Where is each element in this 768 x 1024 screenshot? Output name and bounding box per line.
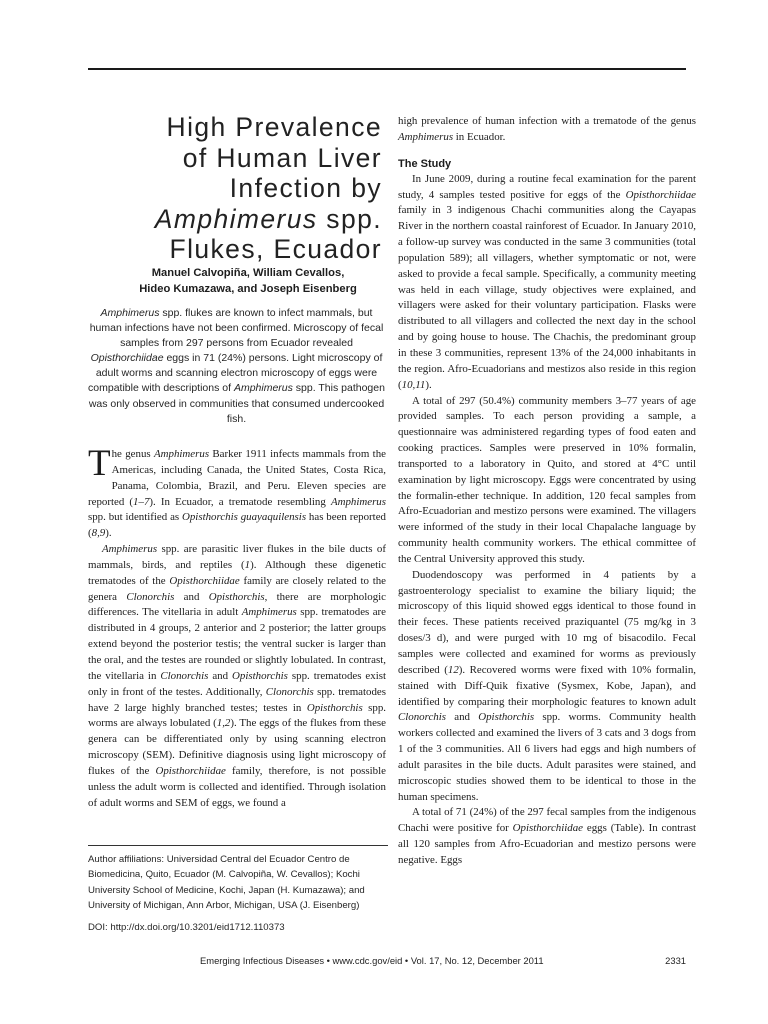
- text-run: Opisthorchis guayaquilensis: [182, 511, 307, 524]
- title-line: High Prevalence: [166, 112, 382, 142]
- text-run: Barker 1911 infects mammals from the Americas, including Canada, the United States, Costa Rica, Panama, Colombia, Brazil, and Peru. Eleven species are reported (: [88, 448, 386, 508]
- text-run: Clonorchis: [265, 685, 314, 698]
- abstract-segment: Amphimerus: [233, 382, 293, 395]
- article-title: [110, 112, 382, 265]
- text-run: spp. trematodes exist only in front of the testes. Additionally,: [88, 669, 387, 698]
- text-run: Opisthorchis: [306, 701, 363, 714]
- abstract-segment: Amphimerus: [100, 307, 160, 319]
- text-run: ). The eggs of the flukes from these genera can be differentiated only by using scanning electron microscopy (SEM). Definitive diagnosis using light microscopy of flukes of the: [88, 717, 386, 777]
- text-run: Opisthorchiidae: [625, 188, 696, 201]
- text-run: high prevalence of human infection with a trematode of the genus: [398, 115, 696, 127]
- text-run: family are closely related to the genera: [88, 574, 387, 603]
- text-run: Clonorchis: [160, 669, 209, 682]
- study-column: [398, 114, 696, 869]
- text-run: Opisthorchiidae: [155, 764, 226, 777]
- abstract-segment: eggs in 71 (24%) persons. Light microscopy of adult worms and scanning electron microscopy of eggs were compatible with descriptions of: [88, 352, 383, 395]
- text-run: in Ecuador.: [453, 130, 506, 143]
- intro-paragraph-2: [88, 542, 386, 811]
- text-run: Amphimerus: [398, 130, 454, 143]
- abstract: [88, 306, 385, 427]
- text-run: Opisthorchiidae: [512, 822, 584, 835]
- text-run: Opisthorchis: [208, 590, 265, 603]
- text-run: and: [446, 711, 479, 724]
- text-run: spp. are parasitic liver flukes in the bile ducts of mammals, birds, and reptiles (: [88, 543, 386, 571]
- text-run: Amphimerus: [330, 495, 386, 508]
- introduction-column: [88, 443, 387, 811]
- text-run: Opisthorchis: [232, 669, 288, 682]
- text-run: spp. worms are always lobulated (: [88, 701, 387, 730]
- page-footer: [88, 953, 686, 969]
- text-run: Amphimerus: [241, 606, 297, 619]
- title-genus: Amphimerus: [154, 203, 318, 234]
- top-rule: [88, 68, 686, 70]
- author-affiliations: Author affiliations: Universidad Central del Ecuador Centro de Biomedicina, Quito, Ecuador (M. Calvopiña, W. Cevallos); Kochi University School of Medicine, Kochi, Japan (H. Kumazawa); and University of Michigan, Ann Arbor, Michigan, USA (J. Eisenberg): [88, 854, 365, 911]
- study-paragraph-2: A total of 297 (50.4%) community members 3–77 years of age provided samples. To each person providing a sample, a questionnaire was administered regarding types of food eaten and cooking practices. Samples were preserved in 10% formalin, transported to a laboratory in Quito, and stored at 4°C until examination by light microscopy. Eggs were concentrated by using the formalin-ether technique. In addition, 120 fecal samples from Afro-Ecuadorian and mestizo persons were examined. The villagers were informed of the study in their local Chapalache language by community health community workers. The ethical committee of the Central University approved this study.: [398, 394, 696, 565]
- section-heading-study: The Study: [398, 157, 452, 170]
- text-run: Amphimerus: [102, 543, 158, 556]
- study-paragraph-3: [398, 568, 696, 806]
- author-list: [112, 266, 384, 298]
- text-run: Clonorchis: [398, 711, 447, 724]
- text-run: ).: [425, 378, 432, 391]
- text-run: family, therefore, is not possible unless the adult worm is collected and identified. Through isolation of adult worms and SEM of eggs, we found a: [88, 764, 386, 809]
- abstract-segment: spp. flukes are known to infect mammals, but human infections have not been confirmed. Microscopy of fecal samples from 297 persons from Ecuador revealed: [89, 307, 384, 350]
- text-run: Amphimerus: [154, 448, 210, 460]
- text-run: A total of 71 (24%) of the 297 fecal samples from the indigenous Chachi were positive for: [398, 806, 696, 835]
- text-run: spp. but identified as: [88, 511, 182, 524]
- text-run: , there are morphologic differences. The vitellaria in adult: [88, 590, 387, 619]
- text-run: ).: [105, 527, 112, 540]
- intro-paragraph-1: [88, 443, 386, 542]
- text-run: he genus: [111, 448, 154, 460]
- author-line: Manuel Calvopiña, William Cevallos,: [151, 267, 345, 279]
- citation: 10,11: [401, 378, 426, 391]
- title-line: Infection by: [229, 173, 382, 203]
- affiliation-rule: [88, 845, 388, 846]
- page-number: 2331: [665, 955, 686, 966]
- text-run: and: [208, 669, 233, 682]
- title-line: Flukes, Ecuador: [169, 234, 382, 264]
- text-run: spp. worms. Community health workers collected and examined the livers of 3 cats and 3 dogs from 1 of the 3 communities. All 6 livers had eggs and high numbers of adult parasites in the bile ducts. Adult parasites were stained, and microscopic studies showed them to be identical to those in the human specimens.: [398, 711, 696, 803]
- study-paragraph-1: [398, 172, 696, 394]
- text-run: ). Recovered worms were fixed with 10% formalin, stained with Diff-Quik fixative (Sysmex, Kobe, Japan), and identified by comparing their morphologic features to known adult: [398, 663, 697, 708]
- text-run: and: [174, 590, 209, 603]
- citation: 1–7: [133, 495, 150, 508]
- study-paragraph-4: [398, 805, 696, 868]
- citation: 1,2: [216, 717, 231, 730]
- author-line: Hideo Kumazawa, and Joseph Eisenberg: [139, 282, 357, 295]
- text-run: eggs (Table). In contrast all 120 samples from Afro-Ecuadorian and mestizo persons were negative. Eggs: [398, 822, 696, 866]
- text-run: In June 2009, during a routine fecal examination for the parent study, 4 samples tested positive for eggs of the: [398, 172, 696, 201]
- text-run: ). In Ecuador, a trematode resembling: [149, 495, 331, 508]
- abstract-segment: Opisthorchiidae: [90, 352, 164, 365]
- abstract-segment: spp. This pathogen was only observed in communities that consumed undercooked fish.: [88, 382, 385, 425]
- text-run: Opisthorchis: [478, 711, 535, 724]
- citation: 1: [244, 558, 251, 571]
- doi-link[interactable]: DOI: http://dx.doi.org/10.3201/eid1712.110373: [88, 922, 285, 933]
- text-run: spp. trematodes are distributed in 4 groups, 2 anterior and 2 posterior; the latter groups extend beyond the posterior testis; the ventral sucker is larger than the oral, and the testes are rounded or slightly lobulated. In contrast, the vitellaria in: [88, 606, 386, 682]
- citation: 8,9: [91, 527, 106, 540]
- text-run: family in 3 indigenous Chachi communities along the Cayapas River in the northern coastal rainforest of Ecuador. In January 2010, a follow-up survey was conducted in the same 3 communities (total population 589); all villagers, whether symptomatic or not, were asked to provide a fecal sample. Specifically, a community meeting was held in each village, study objectives were explained, and villagers were asked for their voluntary participation. Flasks were distributed to all villagers and collected the next day in the school and by going house to house. The Chachis, the predominant group in these 3 communities, represent 13% of the 24,000 inhabitants in the region. Afro-Ecuadorians and mestizos also reside in this region (: [398, 204, 696, 391]
- continuation-paragraph: [398, 114, 696, 146]
- title-line: of Human Liver: [182, 142, 382, 173]
- text-run: spp. trematodes have 2 large highly branched testes; testes in: [88, 685, 387, 714]
- journal-citation: Emerging Infectious Diseases • www.cdc.gov/eid • Vol. 17, No. 12, December 2011: [200, 955, 544, 966]
- title-line: [110, 204, 382, 235]
- drop-cap: T: [88, 443, 111, 484]
- text-run: Opisthorchiidae: [169, 574, 240, 587]
- text-run: Duodendoscopy was performed in 4 patients by a gastroenterology specialist to examine the biliary liquid; the microscopy of this liquid showed eggs identical to those found in their feces. These patients received praziquantel (75 mg/kg in 3 doses/3 d), and were purged with 10 mg of bisacodilo. Fecal samples were collected and examined for worms as previously described (: [398, 568, 696, 676]
- text-run: ). Although these digenetic trematodes of the: [88, 558, 386, 587]
- text-run: has been reported (: [88, 511, 386, 540]
- citation: 12: [447, 663, 459, 676]
- title-spp: spp.: [317, 203, 382, 234]
- text-run: Clonorchis: [126, 590, 175, 603]
